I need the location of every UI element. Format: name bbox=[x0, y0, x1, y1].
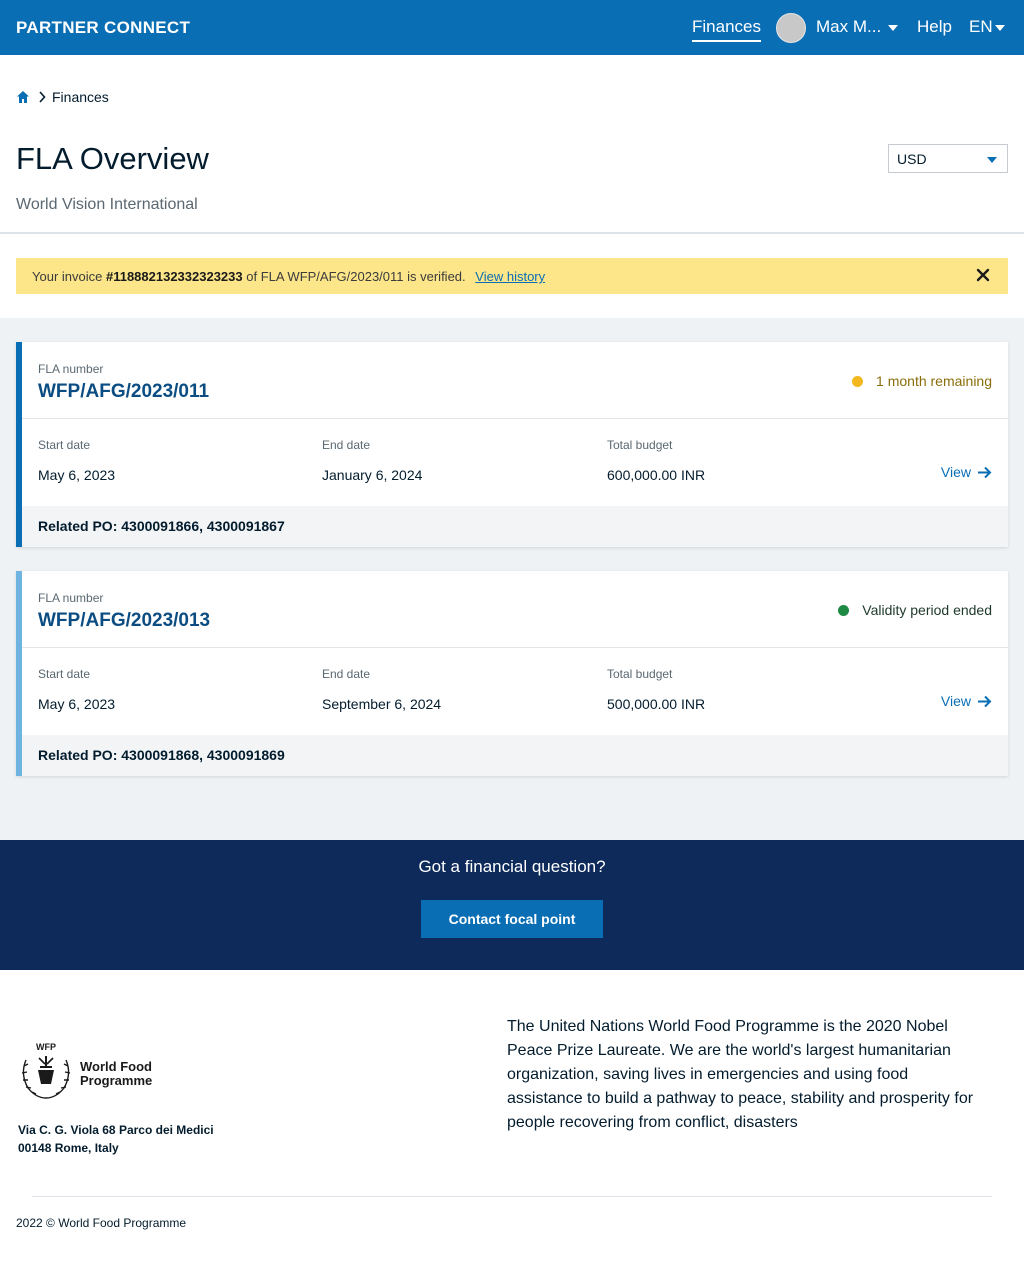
start-date-label: Start date bbox=[38, 438, 91, 452]
breadcrumb-current: Finances bbox=[52, 89, 109, 105]
financial-question-section bbox=[0, 840, 1024, 970]
start-date-value: May 6, 2023 bbox=[38, 467, 116, 483]
fla-card bbox=[16, 571, 1008, 776]
logo-name-line1: World Food bbox=[80, 1059, 152, 1074]
page-subtitle: World Vision International bbox=[16, 196, 198, 213]
currency-value: USD bbox=[897, 151, 927, 167]
start-date-value: May 6, 2023 bbox=[38, 696, 116, 712]
start-date-label: Start date bbox=[38, 667, 91, 681]
contact-focal-point-button[interactable]: Contact focal point bbox=[421, 900, 603, 938]
question-title: Got a financial question? bbox=[418, 857, 606, 876]
chevron-right-icon bbox=[38, 91, 46, 103]
copyright: 2022 © World Food Programme bbox=[16, 1216, 187, 1230]
end-date-label: End date bbox=[322, 438, 371, 452]
banner-text-before: Your invoice bbox=[32, 269, 106, 284]
address bbox=[18, 1121, 214, 1157]
status-dot-icon bbox=[852, 376, 863, 387]
chevron-down-icon[interactable] bbox=[995, 25, 1005, 31]
logo-name-line2: Programme bbox=[80, 1073, 153, 1088]
language-selector[interactable]: EN bbox=[969, 17, 993, 36]
status-badge bbox=[852, 373, 992, 389]
divider bbox=[22, 418, 1008, 419]
view-link[interactable] bbox=[941, 464, 992, 480]
divider bbox=[0, 232, 1024, 234]
view-label: View bbox=[940, 464, 971, 480]
end-date-value: January 6, 2024 bbox=[322, 467, 423, 483]
total-budget-label: Total budget bbox=[607, 438, 673, 452]
related-po: Related PO: 4300091868, 4300091869 bbox=[22, 735, 1008, 776]
address-line: 00148 Rome, Italy bbox=[18, 1141, 119, 1155]
total-budget-label: Total budget bbox=[607, 667, 673, 681]
divider bbox=[32, 1196, 992, 1197]
status-text: Validity period ended bbox=[862, 602, 992, 618]
breadcrumb bbox=[16, 89, 109, 105]
about-text: The United Nations World Food Programme is the 2020 Nobel Peace Prize Laureate. We are the world's largest humanitarian organization, saving lives in emergencies and using food assistance to build a pathway to peace, stability and prosperity for people recovering from conflict, disasters bbox=[507, 1018, 974, 1131]
view-label: View bbox=[940, 693, 971, 709]
chevron-down-icon bbox=[987, 157, 997, 163]
total-budget-value: 500,000.00 INR bbox=[607, 696, 706, 712]
user-menu[interactable]: Max M... bbox=[816, 17, 882, 36]
avatar[interactable] bbox=[776, 13, 806, 43]
arrow-right-icon bbox=[977, 466, 992, 479]
end-date-value: September 6, 2024 bbox=[322, 696, 442, 712]
chevron-down-icon[interactable] bbox=[888, 25, 898, 31]
fla-card bbox=[16, 342, 1008, 547]
end-date-label: End date bbox=[322, 667, 371, 681]
fla-number-label: FLA number bbox=[38, 591, 104, 605]
view-history-link[interactable]: View history bbox=[475, 269, 546, 284]
related-po: Related PO: 4300091866, 4300091867 bbox=[22, 506, 1008, 547]
nav-finances[interactable]: Finances bbox=[692, 17, 761, 42]
top-navigation-bar bbox=[0, 0, 1024, 55]
status-badge bbox=[838, 602, 992, 618]
page-title: FLA Overview bbox=[16, 141, 209, 176]
banner-text-after: of FLA WFP/AFG/2023/011 is verified. bbox=[242, 269, 466, 284]
address-line: Via C. G. Viola 68 Parco dei Medici bbox=[18, 1123, 214, 1137]
currency-select[interactable] bbox=[888, 144, 1008, 173]
status-dot-icon bbox=[838, 605, 849, 616]
fla-number: WFP/AFG/2023/013 bbox=[38, 610, 211, 631]
wfp-logo bbox=[18, 1040, 158, 1102]
logo-abbr: WFP bbox=[36, 1042, 56, 1052]
view-link[interactable] bbox=[941, 693, 992, 709]
fla-number: WFP/AFG/2023/011 bbox=[38, 381, 210, 402]
home-icon[interactable] bbox=[16, 90, 30, 104]
total-budget-value: 600,000.00 INR bbox=[607, 467, 706, 483]
status-text: 1 month remaining bbox=[876, 373, 992, 389]
divider bbox=[22, 647, 1008, 648]
arrow-right-icon bbox=[977, 695, 992, 708]
close-icon[interactable] bbox=[976, 268, 990, 282]
banner-invoice-number: #118882132332323233 bbox=[105, 269, 243, 284]
nav-help[interactable]: Help bbox=[917, 17, 952, 36]
brand-logo-text[interactable]: PARTNER CONNECT bbox=[16, 18, 191, 37]
fla-number-label: FLA number bbox=[38, 362, 104, 376]
notification-banner bbox=[16, 258, 1008, 294]
